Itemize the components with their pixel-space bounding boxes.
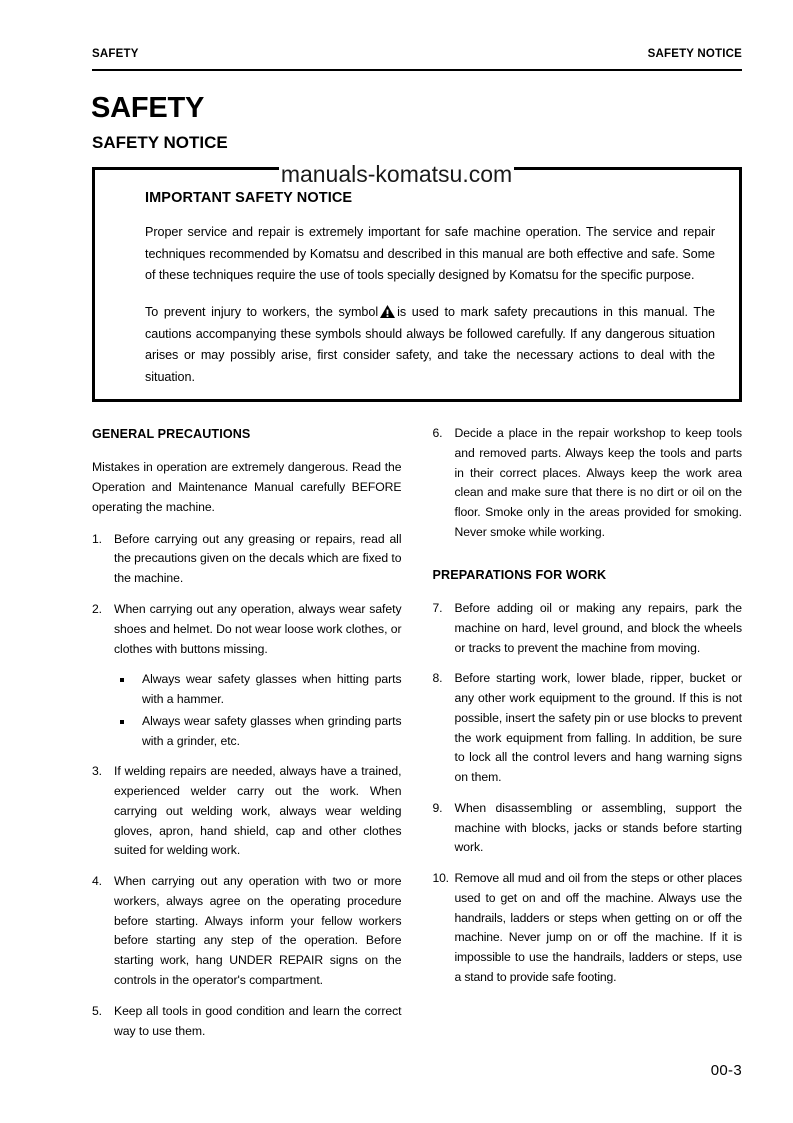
running-header-right: SAFETY NOTICE: [647, 48, 742, 60]
section-title: SAFETY NOTICE: [92, 133, 228, 152]
list-item: [433, 869, 743, 988]
notice-heading: IMPORTANT SAFETY NOTICE: [145, 190, 353, 206]
list-item-number: 6.: [432, 426, 443, 440]
sub-bullet-list: [92, 670, 402, 751]
notice-paragraph-2-after: is used to mark safety precautions in this manual. The cautions accompanying these symbols should always be followed carefully. If any dangerous situation arises or may possibly arise, first consider safety, and take the necessary actions to deal with the situation.: [145, 304, 715, 384]
list-item-number: 9.: [432, 800, 443, 815]
list-item-number: 4.: [92, 874, 102, 889]
list-item-text: Before adding oil or making any repairs, park the machine on hard, level ground, and block the wheels or tracks to prevent the machine from moving.: [454, 600, 742, 655]
preparations-for-work-heading: PREPARATIONS FOR WORK: [432, 567, 607, 582]
right-column: [433, 424, 743, 1052]
sub-list-item-text: Always wear safety glasses when hitting parts with a hammer.: [142, 672, 402, 707]
list-item-text: Remove all mud and oil from the steps or other places used to get on and off the machine. Always use the handrails, ladders or steps when getting on or off the machine. Never jump on or off the machine. If it is impossible to use the handrails, ladders or steps, use a stand to provide safe footing.: [454, 871, 742, 984]
square-bullet-icon: [120, 712, 142, 752]
list-item-number: 10.: [432, 871, 449, 886]
list-item-text: When disassembling or assembling, support the machine with blocks, jacks or stands before starting work.: [454, 800, 742, 855]
notice-paragraph-2: [145, 302, 715, 389]
list-item: [433, 799, 743, 858]
warning-triangle-icon: [380, 305, 395, 318]
sub-list-item-text: Always wear safety glasses when grinding parts with a grinder, etc.: [142, 713, 402, 748]
list-item-text: Before starting work, lower blade, ripper, bucket or any other work equipment to the ground. If this is not possible, insert the safety pin or use blocks to prevent the work equipment from falling. In addition, be sure to lock all the control levers and hang warning signs on them.: [454, 671, 742, 785]
running-header-left: SAFETY: [92, 48, 139, 60]
body-columns: [92, 424, 742, 1052]
running-header: [92, 48, 742, 60]
notice-paragraph-1: Proper service and repair is extremely important for safe machine operation. The service and repair techniques recommended by Komatsu and described in this manual are both effective and safe. Some of these techniques require the use of tools specially designed by Komatsu for the specific purpose.: [145, 225, 715, 283]
list-item-text: Decide a place in the repair workshop to keep tools and removed parts. Always keep the tools and parts in their correct places. Always keep the work area clean and make sure that there is no dirt or oil on the floor. Smoke only in the areas provided for smoking. Never smoke while working.: [454, 426, 742, 539]
list-item: [433, 599, 743, 658]
list-item: [92, 872, 402, 991]
list-item-number: 7.: [432, 600, 443, 615]
important-safety-notice-box: [92, 167, 742, 402]
list-item: [92, 1002, 402, 1042]
list-item-number: 8.: [432, 671, 443, 686]
list-item-number: 3.: [92, 764, 102, 779]
sub-list-item: [92, 670, 402, 710]
general-precautions-heading: GENERAL PRECAUTIONS: [92, 427, 251, 441]
list-item: [92, 600, 402, 659]
left-column: [92, 424, 402, 1052]
list-item-text: If welding repairs are needed, always have a trained, experienced welder carry out the work. When carrying out welding work, always wear welding gloves, apron, hand shield, cap and other clothes suited for welding work.: [114, 764, 402, 858]
list-item-text: Before carrying out any greasing or repairs, read all the precautions given on the decals which are fixed to the machine.: [114, 531, 402, 586]
chapter-title: SAFETY: [91, 92, 205, 124]
list-item-number: 5.: [92, 1003, 102, 1018]
list-item: [92, 762, 402, 861]
watermark-text: manuals-komatsu.com: [280, 161, 513, 187]
list-item: [92, 530, 402, 589]
page-number: 00-3: [710, 1062, 742, 1079]
list-item-text: When carrying out any operation with two or more workers, always agree on the operating procedure before starting. Always inform your fellow workers before starting any step of the operation. Before starting work, hang UNDER REPAIR signs on the controls in the operator's compartment.: [114, 874, 402, 987]
list-item: [433, 424, 743, 543]
sub-list-item: [92, 712, 402, 752]
notice-paragraph-2-before: To prevent injury to workers, the symbol: [145, 304, 379, 319]
list-item-text: When carrying out any operation, always wear safety shoes and helmet. Do not wear loose work clothes, or clothes with buttons missing.: [114, 601, 402, 656]
list-item-number: 1.: [92, 531, 102, 546]
list-item-text: Keep all tools in good condition and learn the correct way to use them.: [114, 1003, 402, 1038]
square-bullet-icon: [120, 670, 142, 710]
list-item-number: 2.: [92, 601, 102, 616]
general-precautions-intro: Mistakes in operation are extremely dangerous. Read the Operation and Maintenance Manual carefully BEFORE operating the machine.: [92, 460, 402, 514]
header-divider: [92, 69, 742, 71]
list-item: [433, 669, 743, 788]
